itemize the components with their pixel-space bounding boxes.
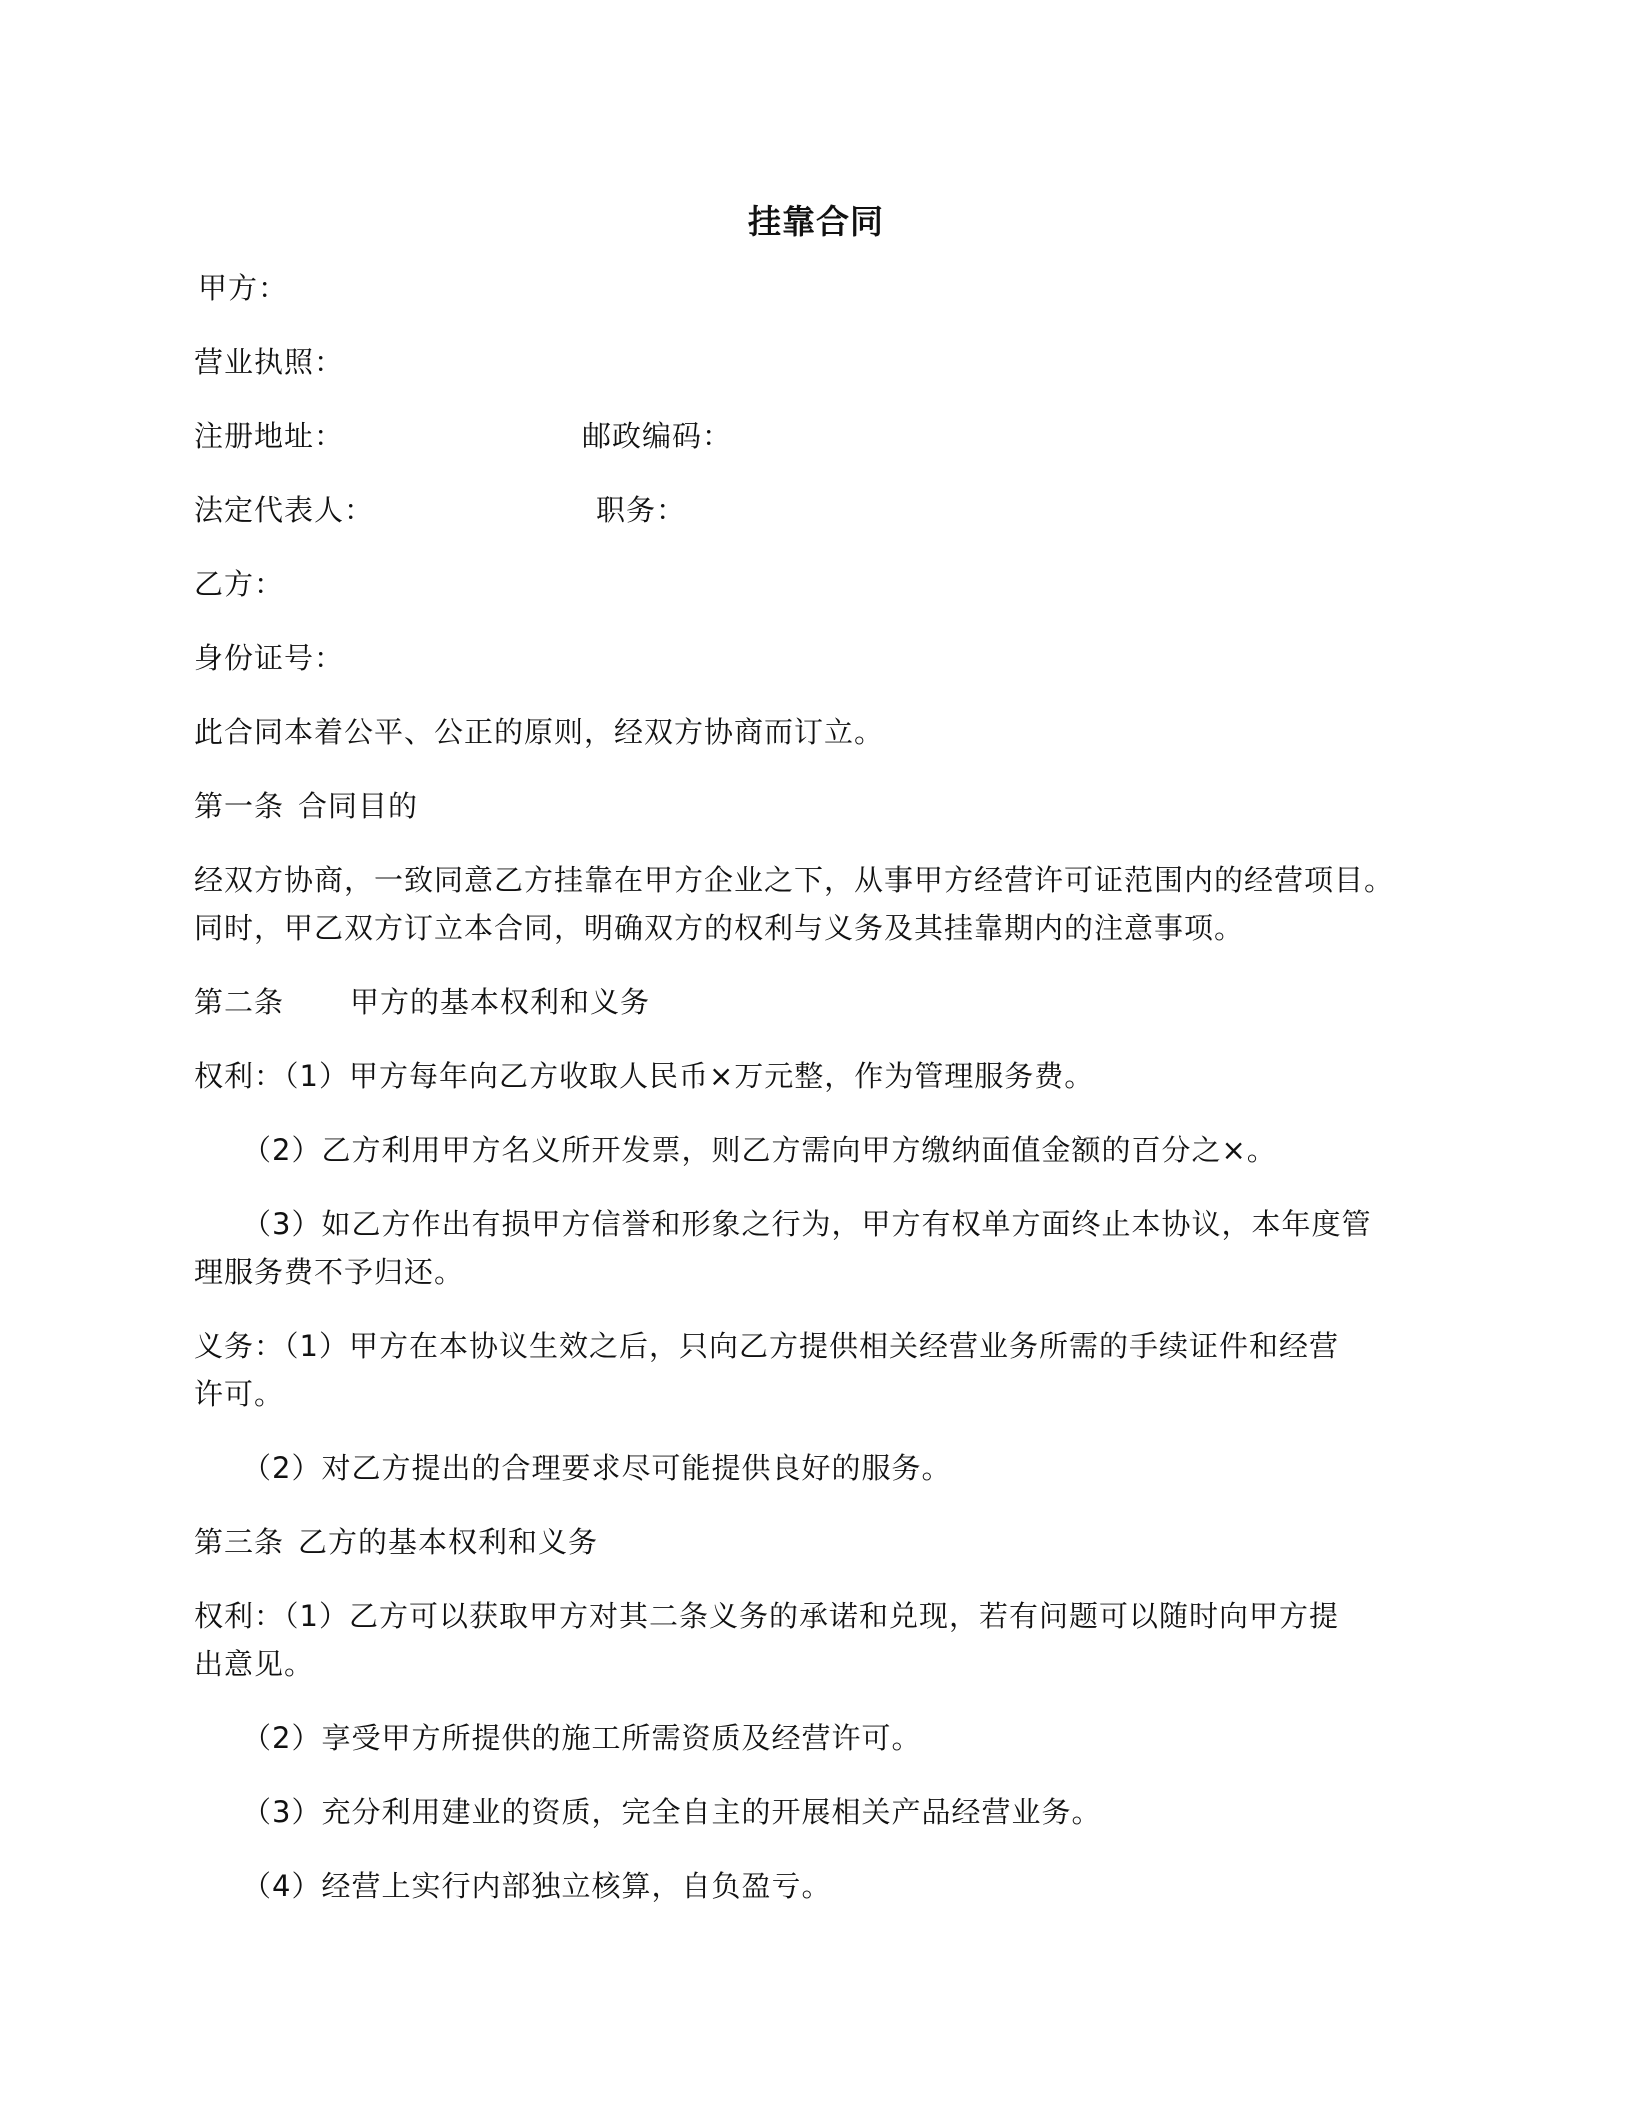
- document-title: 挂靠合同: [748, 202, 884, 241]
- article3-rights-1: [194, 1592, 1474, 1688]
- article2-rights-3-line: （3）如乙方作出有损甲方信誉和形象之行为，甲方有权单方面终止本协议，本年度管: [242, 1207, 1372, 1241]
- article3-title: 乙方的基本权利和义务: [298, 1525, 599, 1559]
- article2-title: 甲方的基本权利和义务: [350, 985, 651, 1019]
- article1-title: 合同目的: [298, 789, 419, 823]
- business-license-label: 营业执照：: [194, 345, 345, 379]
- preamble-text: 此合同本着公平、公正的原则，经双方协商而订立。: [194, 715, 885, 749]
- article1-number: 第一条: [194, 789, 285, 823]
- article2-duties-2: （2）对乙方提出的合理要求尽可能提供良好的服务。: [242, 1451, 952, 1485]
- id-number-label: 身份证号：: [194, 641, 345, 675]
- article3-heading: [194, 1518, 598, 1566]
- article2-number: 第二条: [194, 985, 285, 1019]
- article3-number: 第三条: [194, 1525, 285, 1559]
- article2-duties-1-line: 许可。: [194, 1377, 285, 1411]
- article2-heading: [194, 978, 650, 1026]
- article2-rights-3: [194, 1200, 1474, 1296]
- article2-rights-3-line: 理服务费不予归还。: [194, 1255, 465, 1289]
- article2-rights-2: （2）乙方利用甲方名义所开发票，则乙方需向甲方缴纳面值金额的百分之×。: [242, 1133, 1277, 1167]
- article3-rights-1-line: 出意见。: [194, 1647, 315, 1681]
- article1-line: 同时，甲乙双方订立本合同，明确双方的权利与义务及其挂靠期内的注意事项。: [194, 911, 1245, 945]
- party-b-label: 乙方：: [194, 567, 285, 601]
- article1-body: [194, 856, 1474, 952]
- article1-heading: [194, 782, 418, 830]
- article3-rights-1-line: 权利：（1）乙方可以获取甲方对其二条义务的承诺和兑现，若有问题可以随时向甲方提: [194, 1599, 1339, 1633]
- postal-code-label: 邮政编码：: [582, 419, 733, 453]
- legal-rep-label: 法定代表人：: [194, 493, 375, 527]
- article2-duties-1: [194, 1322, 1474, 1418]
- article3-rights-4: （4）经营上实行内部独立核算，自负盈亏。: [242, 1869, 832, 1903]
- position-label: 职务：: [596, 493, 687, 527]
- article3-rights-3: （3）充分利用建业的资质，完全自主的开展相关产品经营业务。: [242, 1795, 1102, 1829]
- article1-line: 经双方协商，一致同意乙方挂靠在甲方企业之下，从事甲方经营许可证范围内的经营项目。: [194, 863, 1395, 897]
- registered-address-label: 注册地址：: [194, 419, 345, 453]
- article3-rights-2: （2）享受甲方所提供的施工所需资质及经营许可。: [242, 1721, 922, 1755]
- article2-duties-1-line: 义务：（1）甲方在本协议生效之后，只向乙方提供相关经营业务所需的手续证件和经营: [194, 1329, 1339, 1363]
- party-a-label: 甲方：: [198, 271, 289, 305]
- article2-rights-1: 权利：（1）甲方每年向乙方收取人民币×万元整，作为管理服务费。: [194, 1059, 1095, 1093]
